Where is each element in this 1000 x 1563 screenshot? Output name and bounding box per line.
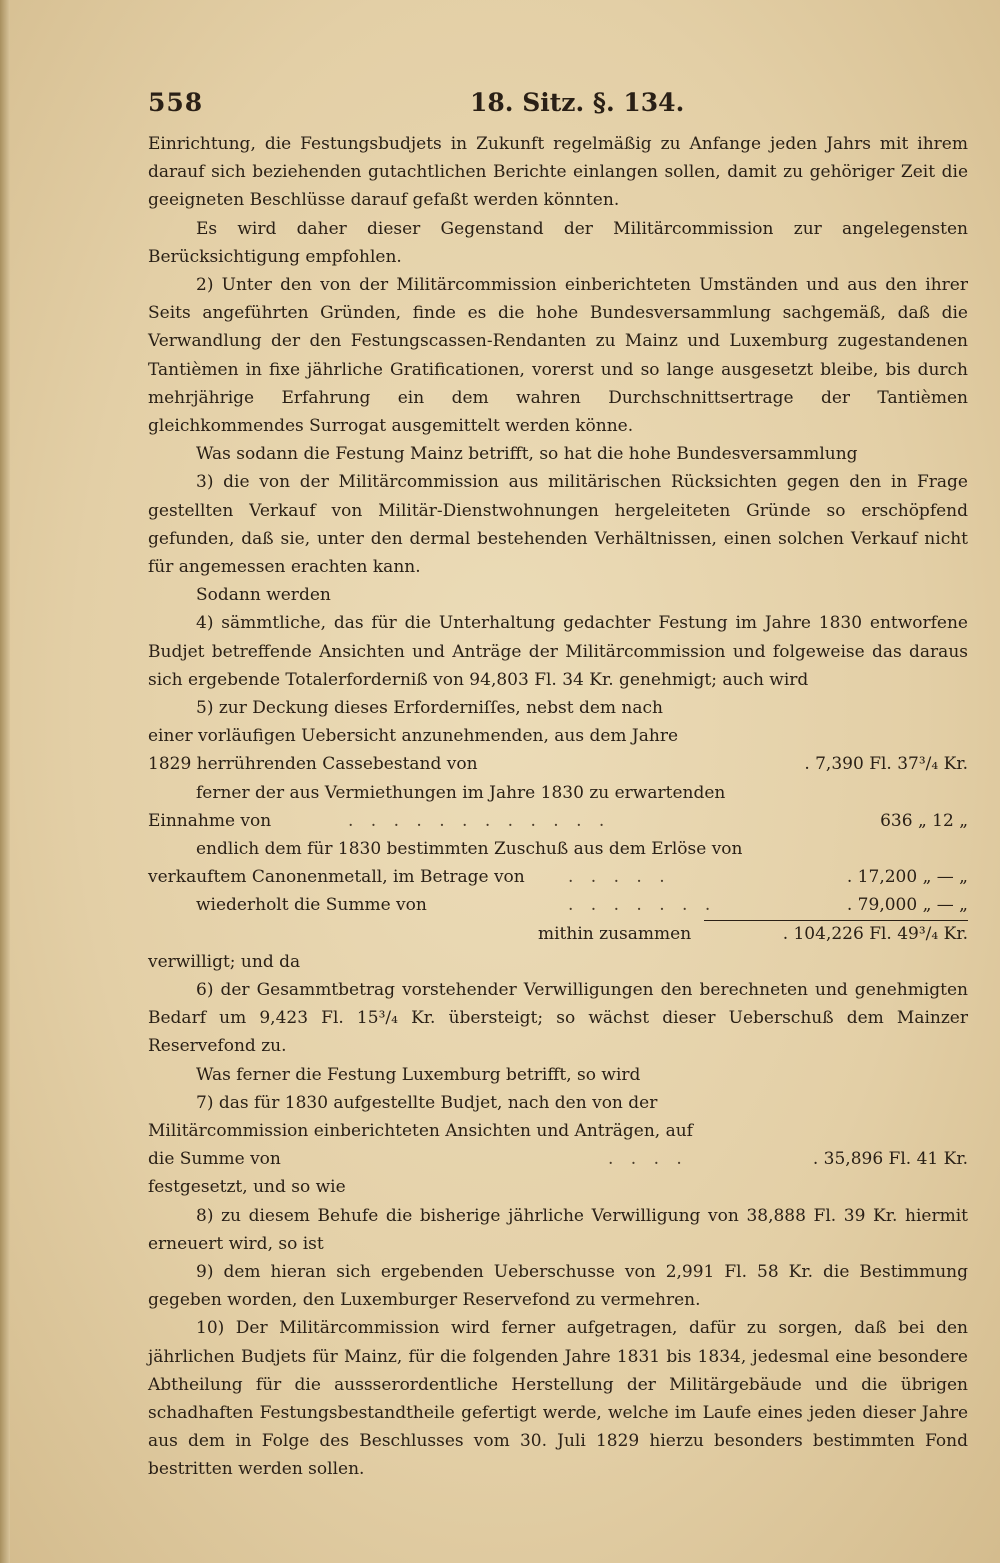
page-edge	[0, 0, 10, 1563]
paragraph: 2) Unter den von der Militärcommission einberichteten Umständen und aus den ihrer Seits angeführten Gründen, finde es die hohe Bundesversammlung sachgemäß, daß die Verwandlung der den Festungscassen-Rendanten zu Mainz und Luxemburg zugestandenen Tantièmen in fixe jährliche Gratificationen, vorerst und so lange ausgesetzt bleibe, bis durch mehrjährige Erfahrung ein dem wahren Durchschnittsertrage der Tantièmen gleichkommendes Surrogat ausgemittelt werden könne.	[148, 275, 968, 437]
paragraph: 3) die von der Militärcommission aus militärischen Rücksichten gegen den in Frage gestellten Verkauf von Militär-Dienstwohnungen hergeleiteten Gründe so erschöpfend gefunden, daß sie, unter den dermal bestehenden Verhältnissen, einen solchen Verkauf nicht für angemessen erachten kann.	[148, 472, 968, 578]
paragraph: Sodann werden	[196, 585, 331, 606]
paragraph: Einrichtung, die Festungsbudjets in Zukunft regelmäßig zu Anfange jeden Jahrs mit ihrem darauf sich beziehenden gutachtlichen Berichte einlangen sollen, damit zu gehöriger Zeit die geeigneten Beschlüsse darauf gefaßt werden könnten.	[148, 134, 968, 211]
page-header	[148, 88, 968, 118]
running-head: 18. Sitz. §. 134.	[470, 88, 685, 117]
ledger-label: ferner der aus Vermiethungen im Jahre 1830 zu erwartenden	[196, 782, 726, 803]
ledger-row	[148, 750, 968, 778]
paragraph: Es wird daher dieser Gegenstand der Militärcommission zur angelegensten Berücksichtigung empfohlen.	[148, 218, 968, 267]
paragraph: 5) zur Deckung dieses Erforderniſſes, nebst dem nach einer vorläufigen Uebersicht anzunehmenden, aus dem Jahre 1829 herrührenden Cassebestand von	[148, 698, 679, 775]
ledger-label: endlich dem für 1830 bestimmten Zuschuß aus dem Erlöse von	[196, 839, 743, 860]
body-text	[148, 130, 968, 1484]
budget-ledger	[148, 750, 968, 976]
ledger-row	[148, 1145, 968, 1173]
ledger-dots: . . . .	[608, 1149, 688, 1170]
paragraph: Was sodann die Festung Mainz betrifft, so hat die hohe Bundesversammlung	[196, 444, 858, 465]
ledger-label: verwilligt; und da	[148, 951, 301, 972]
paragraph: 6) der Gesammtbetrag vorstehender Verwilligungen den berechneten und genehmigten Bedarf um 9,423 Fl. 15³/₄ Kr. übersteigt; so wächst dieser Ueberschuß dem Mainzer Reservefond zu.	[148, 979, 968, 1057]
ledger-amount: . 35,896 Fl. 41 Kr.	[812, 1149, 968, 1170]
ledger-dots: . . . . . . .	[568, 895, 717, 916]
ledger-total-label: mithin zusammen	[538, 923, 692, 944]
ledger-amount: . 79,000 „ — „	[846, 895, 968, 916]
ledger-row	[148, 779, 968, 807]
ledger-total-row	[148, 920, 968, 948]
ledger-row	[148, 948, 968, 976]
ledger-label: festgesetzt, und so wie	[148, 1177, 346, 1198]
ledger-amount: 636 „ 12 „	[880, 810, 968, 831]
ledger-row	[148, 807, 968, 835]
page-number: 558	[148, 88, 204, 117]
ledger-dots: . . . . . . . . . . . .	[348, 810, 611, 831]
paragraph: 10) Der Militärcommission wird ferner aufgetragen, dafür zu sorgen, daß bei den jährlichen Budjets für Mainz, für die folgenden Jahre 1831 bis 1834, jedesmal eine besondere Abtheilung für die aussserordentliche Herstellung der Militärgebäude und die übrigen schadhaften Festungsbestandtheile gefertigt werde, welche im Laufe eines jeden dieser Jahre aus dem in Folge des Beschlusses vom 30. Juli 1829 hierzu besonders bestimmten Fond bestritten werden sollen.	[148, 1318, 968, 1480]
paragraph: Was ferner die Festung Luxemburg betrifft, so wird	[196, 1064, 641, 1085]
paragraph: 4) sämmtliche, das für die Unterhaltung gedachter Festung im Jahre 1830 entworfene Budjet betreffende Ansichten und Anträge der Militärcommission und folgeweise das daraus sich ergebende Totalerforderniß von 94,803 Fl. 34 Kr. genehmigt; auch wird	[148, 613, 968, 690]
budget-ledger-luxemburg	[148, 1145, 968, 1201]
paragraph: 8) zu diesem Behufe die bisherige jährliche Verwilligung von 38,888 Fl. 39 Kr. hiermit erneuert wird, so ist	[148, 1205, 968, 1254]
ledger-dots: . . . . .	[568, 867, 671, 888]
ledger-amount: . 17,200 „ — „	[846, 867, 968, 888]
ledger-row	[148, 891, 968, 919]
ledger-row	[148, 835, 968, 863]
ledger-total-amount: . 104,226 Fl. 49³/₄ Kr.	[782, 923, 968, 944]
ledger-row	[148, 1173, 968, 1201]
paragraph: 7) das für 1830 aufgestellte Budjet, nach den von der Militärcommission einberichteten Ansichten und Anträgen, auf die Summe von	[148, 1092, 693, 1170]
paragraph: 9) dem hieran sich ergebenden Ueberschusse von 2,991 Fl. 58 Kr. die Bestimmung gegeben worden, den Luxemburger Reservefond zu vermehren.	[148, 1262, 968, 1311]
ledger-label: wiederholt die Summe von	[196, 895, 427, 916]
ledger-amount: . 7,390 Fl. 37³/₄ Kr.	[804, 754, 968, 775]
ledger-row	[148, 863, 968, 891]
ledger-label: Einnahme von	[148, 810, 272, 831]
ledger-label: verkauftem Canonenmetall, im Betrage von	[148, 867, 525, 888]
